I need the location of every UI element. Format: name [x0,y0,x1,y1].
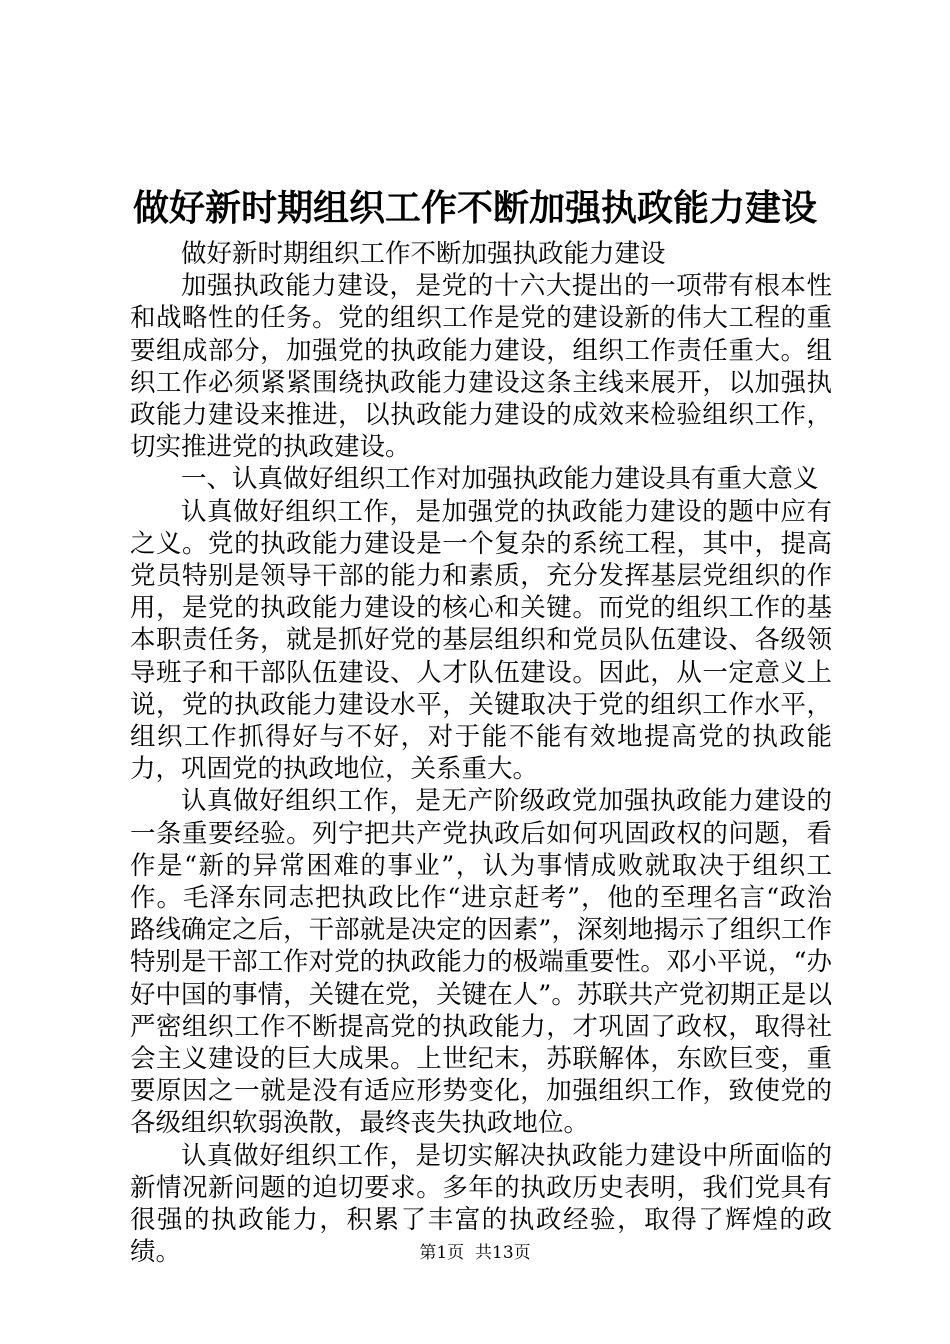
section-heading: 一、认真做好组织工作对加强执政能力建设具有重大意义 [181,464,819,495]
page-total: 共13页 [475,1243,531,1263]
paragraph-body: 认真做好组织工作，是切实解决执政能力建设中所面临的新情况新问题的迫切要求。多年的执政历史表明，我们党具有很强的执政能力，积累了丰富的执政经验，取得了辉煌的政绩。 [130,1140,832,1268]
paragraph-subtitle: 做好新时期组织工作不断加强执政能力建设 [181,239,666,269]
paragraph-body: 认真做好组织工作，是加强党的执政能力建设的题中应有之义。党的执政能力建设是一个复杂的系统工程，其中，提高党员特别是领导干部的能力和素质，充分发挥基层党组织的作用，是党的执政能力建设的核心和关键。而党的组织工作的基本职责任务，就是抓好党的基层组织和党员队伍建设、各级领导班子和干部队伍建设、人才队伍建设。因此，从一定意义上说，党的执政能力建设水平，关键取决于党的组织工作水平，组织工作抓得好与不好，对于能不能有效地提高党的执政能力，巩固党的执政地位，关系重大。 [130,496,832,785]
document-title: 做好新时期组织工作不断加强执政能力建设 [132,187,817,229]
document-body [130,238,832,1269]
page-number: 第1页 [419,1243,465,1263]
page-footer [0,1242,950,1264]
paragraph-body: 认真做好组织工作，是无产阶级政党加强执政能力建设的一条重要经验。列宁把共产党执政后如何巩固政权的问题，看作是“新的异常困难的事业”，认为事情成败就取决于组织工作。毛泽东同志把执政比作“进京赶考”，他的至理名言“政治路线确定之后，干部就是决定的因素”，深刻地揭示了组织工作特别是干部工作对党的执政能力的极端重要性。邓小平说，“办好中国的事情，关键在党，关键在人”。苏联共产党初期正是以严密组织工作不断提高党的执政能力，才巩固了政权，取得社会主义建设的巨大成果。上世纪末，苏联解体，东欧巨变，重要原因之一就是没有适应形势变化，加强组织工作，致使党的各级组织软弱涣散，最终丧失执政地位。 [130,786,832,1139]
paragraph-intro: 加强执政能力建设，是党的十六大提出的一项带有根本性和战略性的任务。党的组织工作是党的建设新的伟大工程的重要组成部分，加强党的执政能力建设，组织工作责任重大。组织工作必须紧紧围绕执政能力建设这条主线来展开，以加强执政能力建设来推进，以执政能力建设的成效来检验组织工作，切实推进党的执政建设。 [130,271,832,463]
